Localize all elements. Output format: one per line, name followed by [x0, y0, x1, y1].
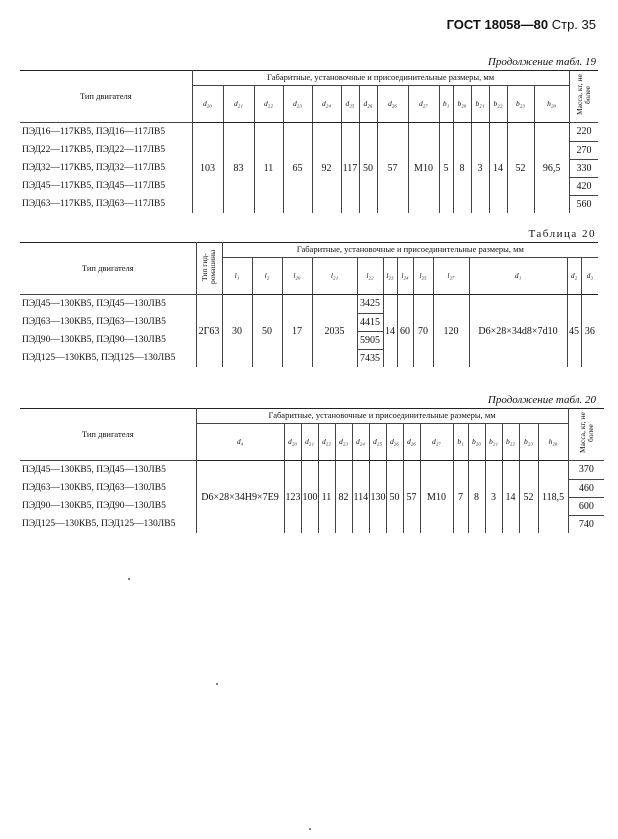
column-header: l₂₅	[413, 258, 433, 295]
column-header: d₂₂	[318, 424, 335, 461]
column-header: d₂₃	[283, 86, 312, 123]
motor-name: ПЭД90—130КВ5, ПЭД90—130ЛВ5	[20, 331, 196, 349]
column-header: d₂₀	[284, 424, 301, 461]
table20b-caption: Продолжение табл. 20	[487, 394, 596, 406]
column-header: b₂₁	[471, 86, 489, 123]
dimension-value: 96,5	[534, 123, 569, 214]
dimensions-header: Габаритные, установочные и присоединительные размеры, мм	[196, 409, 568, 424]
dimension-value: 11	[254, 123, 283, 214]
column-header: d₂₇	[408, 86, 439, 123]
column-header: l₂₂	[357, 258, 383, 295]
column-header: h₂₀	[534, 86, 569, 123]
column-header: d₂₆	[403, 424, 420, 461]
dimension-value: 70	[413, 295, 433, 368]
table-row	[20, 295, 598, 314]
column-header: b₂₃	[519, 424, 538, 461]
column-header: l₂₇	[433, 258, 469, 295]
column-header: d₁	[469, 258, 567, 295]
dimension-value: M10	[420, 461, 453, 534]
l22-value: 3425	[357, 295, 383, 314]
dimension-value: 118,5	[538, 461, 568, 534]
column-header: b₂₀	[468, 424, 485, 461]
hydro-machine-header-text: Тип гид-ромашины	[200, 250, 217, 285]
dimension-value: 117	[341, 123, 359, 214]
dimension-value: 60	[397, 295, 413, 368]
column-header: l₁	[222, 258, 252, 295]
dimension-value: 50	[359, 123, 377, 214]
motor-name: ПЭД16—117КВ5, ПЭД16—117ЛВ5	[20, 123, 192, 142]
column-header: b₁	[439, 86, 453, 123]
mass-value: 460	[568, 479, 604, 497]
dimensions-header: Габаритные, установочные и присоединительные размеры, мм	[192, 71, 569, 86]
mass-value: 330	[569, 159, 598, 177]
table-20	[20, 242, 598, 367]
motor-name: ПЭД63—130КВ5, ПЭД63—130ЛВ5	[20, 479, 196, 497]
column-header: d₂₃	[335, 424, 352, 461]
column-header: d₂₁	[223, 86, 254, 123]
dimension-value: 52	[507, 123, 534, 214]
standard-number: ГОСТ 18058—80	[446, 17, 549, 32]
table19-caption: Продолжение табл. 19	[487, 56, 596, 68]
column-header: d₂₆	[386, 424, 403, 461]
l22-value: 5905	[357, 331, 383, 349]
motor-name: ПЭД125—130КВ5, ПЭД125—130ЛВ5	[20, 349, 196, 367]
column-header: d₂₅	[369, 424, 386, 461]
column-header: d₂₄	[352, 424, 369, 461]
dimension-value: 50	[386, 461, 403, 534]
table20-caption: Таблица 20	[528, 228, 596, 240]
dimension-value: 14	[502, 461, 519, 534]
mass-value: 420	[569, 177, 598, 195]
column-header: l₂₀	[282, 258, 312, 295]
dimension-value: 50	[252, 295, 282, 368]
mass-value: 740	[578, 518, 594, 530]
dimension-value: 7	[453, 461, 468, 534]
motor-name: ПЭД22—117КВ5, ПЭД22—117ЛВ5	[20, 141, 192, 159]
dimension-value: D6×28×34H9×7E9	[196, 461, 284, 534]
table-20-continued	[20, 408, 604, 533]
motor-name: ПЭД90—130КВ5, ПЭД90—130ЛВ5	[20, 497, 196, 515]
column-header: d₂₆	[359, 86, 377, 123]
dimension-value: 8	[468, 461, 485, 534]
mass-value: 370	[568, 461, 604, 480]
table-19	[20, 70, 598, 213]
dimension-value: 82	[335, 461, 352, 534]
column-header: l₂₃	[383, 258, 397, 295]
dimension-value: 45	[567, 295, 581, 368]
dimension-value: 14	[383, 295, 397, 368]
motor-name: ПЭД45—130КВ5, ПЭД45—130ЛВ5	[20, 461, 196, 480]
motor-name: ПЭД45—130КВ5, ПЭД45—130ЛВ5	[20, 295, 196, 314]
column-header: l₂	[252, 258, 282, 295]
motor-type-header: Тип двигателя	[20, 71, 192, 123]
column-header: d₂	[567, 258, 581, 295]
column-header: d₂₆	[377, 86, 408, 123]
motor-type-header: Тип двигателя	[20, 243, 196, 295]
dimension-value: 8	[453, 123, 471, 214]
motor-name: ПЭД63—130КВ5, ПЭД63—130ЛВ5	[20, 313, 196, 331]
column-header: d₃	[581, 258, 598, 295]
dimension-value: 30	[222, 295, 252, 368]
dimension-value: 83	[223, 123, 254, 214]
motor-type-header: Тип двигателя	[20, 409, 196, 461]
column-header: l₂₄	[397, 258, 413, 295]
dimension-value: 11	[318, 461, 335, 534]
table-row	[20, 123, 598, 142]
column-header: d₂₂	[254, 86, 283, 123]
column-header: d₂₄	[312, 86, 341, 123]
dimension-value: M10	[408, 123, 439, 214]
mass-header-text: Масса, кг, не более	[575, 74, 592, 116]
speck	[216, 683, 218, 685]
dimension-value: 36	[584, 325, 595, 337]
dimension-value: 2035	[312, 295, 357, 368]
column-header: d₂₇	[420, 424, 453, 461]
column-header: b₂₃	[507, 86, 534, 123]
hydro-machine-value: 2Г63	[196, 295, 222, 368]
mass-header-text: Масса, кг, не более	[577, 412, 595, 454]
motor-name: ПЭД125—130КВ5, ПЭД125—130ЛВ5	[20, 515, 196, 533]
column-header: d₄	[196, 424, 284, 461]
column-header: b₂₁	[485, 424, 502, 461]
column-header: b₂₂	[502, 424, 519, 461]
dimension-value: 130	[369, 461, 386, 534]
table-row	[20, 461, 604, 480]
dimension-value: 52	[519, 461, 538, 534]
mass-header	[568, 409, 604, 461]
dimension-value: 3	[485, 461, 502, 534]
dimension-value: 17	[282, 295, 312, 368]
column-header: d₂₁	[301, 424, 318, 461]
mass-header	[569, 71, 598, 123]
column-header: h₂₀	[538, 424, 568, 461]
mass-value: 600	[568, 497, 604, 515]
mass-value: 220	[569, 123, 598, 142]
dimension-value: 103	[192, 123, 223, 214]
dimension-value: 120	[433, 295, 469, 368]
dimension-value: 100	[301, 461, 318, 534]
dimension-value: 14	[489, 123, 507, 214]
column-header: d₂₅	[341, 86, 359, 123]
motor-name: ПЭД63—117КВ5, ПЭД63—117ЛВ5	[20, 195, 192, 213]
mass-value: 560	[576, 198, 592, 210]
column-header: d₂₀	[192, 86, 223, 123]
dimension-value: 123	[284, 461, 301, 534]
dimension-value: 3	[471, 123, 489, 214]
dimension-value: D6×28×34d8×7d10	[469, 295, 567, 368]
dimension-value: 5	[439, 123, 453, 214]
dimension-value: 57	[377, 123, 408, 214]
dimension-value: 114	[352, 461, 369, 534]
hydro-machine-header	[196, 243, 222, 295]
column-header: b₂₀	[453, 86, 471, 123]
l22-value: 4415	[357, 313, 383, 331]
dimension-value: 57	[403, 461, 420, 534]
page-header	[447, 17, 596, 32]
column-header: l₂₁	[312, 258, 357, 295]
motor-name: ПЭД45—117КВ5, ПЭД45—117ЛВ5	[20, 177, 192, 195]
motor-name: ПЭД32—117КВ5, ПЭД32—117ЛВ5	[20, 159, 192, 177]
speck	[128, 578, 130, 580]
column-header: b₂₂	[489, 86, 507, 123]
l22-value: 7435	[357, 349, 383, 367]
dimensions-header: Габаритные, установочные и присоединительные размеры, мм	[222, 243, 598, 258]
column-header: b₁	[453, 424, 468, 461]
dimension-value: 65	[283, 123, 312, 214]
page-number: Стр. 35	[551, 17, 596, 32]
dimension-value: 92	[312, 123, 341, 214]
mass-value: 270	[569, 141, 598, 159]
speck	[309, 828, 311, 830]
